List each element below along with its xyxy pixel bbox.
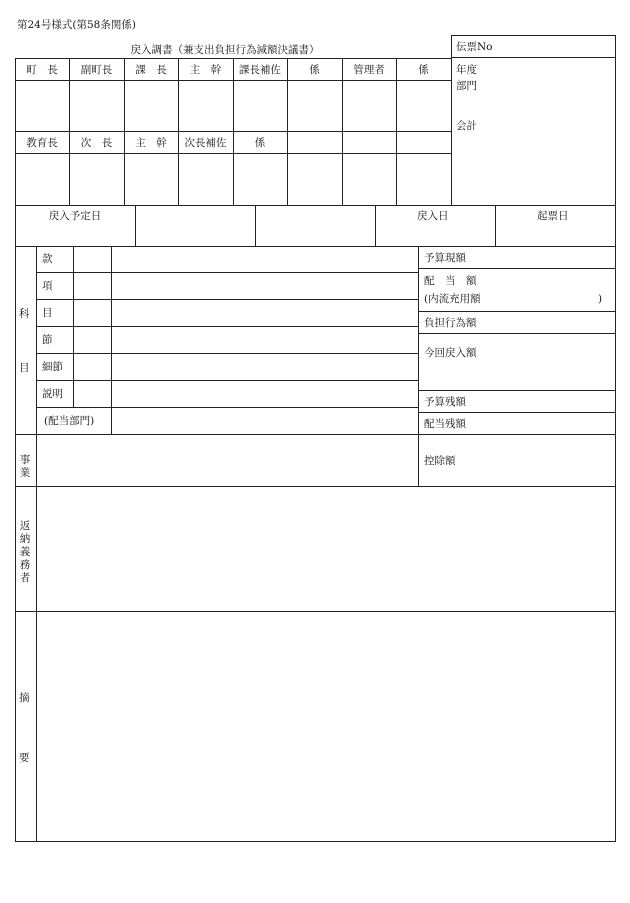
subject-row-setsu: 節: [42, 334, 53, 346]
approver-staff-2: 係: [254, 137, 266, 149]
current-return-label: 今回戻入額: [424, 347, 477, 359]
approver-deputy-superintendent: 次 長: [80, 137, 113, 149]
summary-label-top: 摘: [19, 692, 30, 704]
allotment-department-label: (配当部門): [44, 415, 95, 427]
project-label: 事業: [19, 454, 31, 479]
approver-superintendent: 教育長: [26, 137, 58, 149]
approver-assistant-chief: 課長補佐: [239, 64, 281, 76]
internal-transfer-close: ): [598, 293, 603, 305]
subject-row-kan: 款: [42, 253, 53, 265]
budget-current-label: 予算現額: [424, 252, 466, 264]
allotment-label: 配 当 額: [424, 275, 477, 287]
approver-mayor: 町 長: [26, 64, 58, 76]
subject-row-explanation: 説明: [42, 388, 63, 400]
planned-return-date-label: 戻入予定日: [48, 210, 102, 222]
issue-date-label: 起票日: [537, 210, 569, 222]
approver-deputy-mayor: 副町長: [80, 64, 113, 76]
approver-chief-officer: 主 幹: [189, 64, 222, 76]
summary-label-bottom: 要: [19, 752, 30, 764]
deduction-label: 控除額: [424, 455, 456, 467]
form-title: 戻入調書（兼支出負担行為減額決議書）: [130, 44, 320, 56]
department-label: 部門: [456, 80, 477, 92]
approver-staff: 係: [309, 64, 320, 76]
obligor-label: 返納義務者: [19, 520, 31, 584]
return-date-label: 戻入日: [417, 210, 449, 222]
subject-heading-bottom: 目: [19, 362, 30, 374]
budget-remaining-label: 予算残額: [424, 396, 466, 408]
approver-section-chief: 課 長: [135, 64, 167, 76]
subject-row-moku: 目: [42, 307, 53, 319]
internal-transfer-label: (内流充用額: [424, 293, 481, 305]
approver-chief-officer-2: 主 幹: [135, 137, 167, 149]
slip-no-label: 伝票No: [456, 41, 493, 53]
subject-heading-top: 科: [19, 308, 30, 320]
subject-row-saisetsu: 細節: [42, 361, 63, 373]
subject-row-kou: 項: [42, 280, 53, 292]
approver-deputy-assistant: 次長補佐: [184, 137, 227, 149]
commitment-label: 負担行為額: [424, 317, 477, 329]
approver-administrator: 管理者: [353, 64, 385, 76]
allotment-remaining-label: 配当残額: [424, 418, 466, 430]
year-label: 年度: [456, 64, 477, 76]
form-number: 第24号様式(第58条関係): [17, 19, 136, 31]
accounting-label: 会計: [456, 120, 477, 132]
approver-admin-staff: 係: [418, 64, 429, 76]
